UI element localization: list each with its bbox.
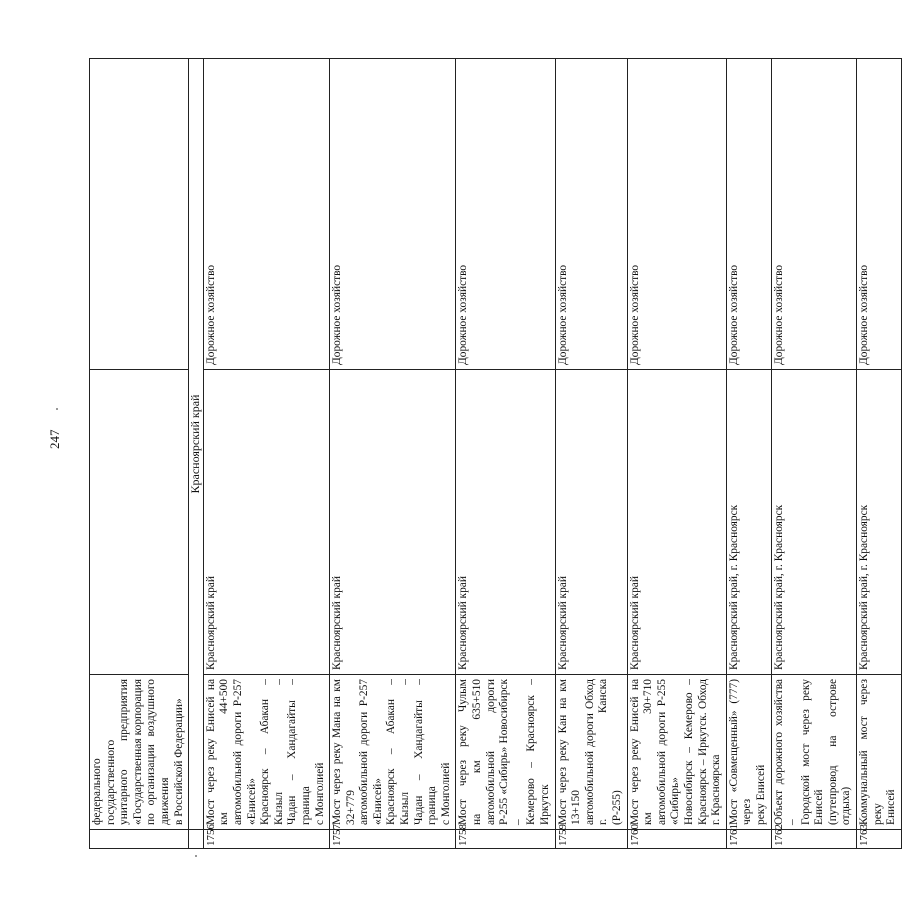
continued-line: в Российской Федерации» xyxy=(172,698,185,825)
location-cell: Красноярский край xyxy=(203,370,329,675)
category-cell: Дорожное хозяйство xyxy=(726,59,771,370)
object-name-line: на км 635+510 автомобильной дороги xyxy=(471,679,497,825)
category-cell: Дорожное хозяйство xyxy=(627,59,726,370)
category-cell: Дорожное хозяйство xyxy=(555,59,627,370)
category-cell: Дорожное хозяйство xyxy=(857,59,902,370)
row-number: 1760 xyxy=(627,830,726,849)
object-name-line: Мост через реку Кан на км 13+150 xyxy=(556,679,583,825)
location-cell: Красноярский край xyxy=(627,370,726,675)
location-cell: Красноярский край, г. Красноярск xyxy=(726,370,771,675)
location-cell: Красноярский край xyxy=(456,370,555,675)
scan-speck xyxy=(56,408,58,410)
continued-line: по организации воздушного движения xyxy=(145,679,171,825)
table-row xyxy=(771,59,857,849)
row-number: 1759 xyxy=(555,830,627,849)
row-number: 1763 xyxy=(857,830,902,849)
row-number: 1756 xyxy=(203,830,329,849)
table-row xyxy=(456,59,555,849)
object-name-line: Енисей xyxy=(885,789,898,825)
row-number: 1758 xyxy=(456,830,555,849)
object-name-line: с Монголией xyxy=(313,762,326,825)
section-title-cell xyxy=(189,59,204,830)
category-cell: Дорожное хозяйство xyxy=(330,59,456,370)
section-header-row xyxy=(189,59,204,849)
object-name-line: Красноярск – Абакан – Кызыл – xyxy=(385,679,412,825)
object-name-line: Красноярск – Абакан – Кызыл – xyxy=(259,679,285,825)
table-row xyxy=(857,59,902,849)
table-row xyxy=(330,59,456,849)
object-name-cell xyxy=(857,675,902,830)
table-row xyxy=(555,59,627,849)
location-cell: Красноярский край xyxy=(330,370,456,675)
continued-line: унитарного предприятия xyxy=(118,679,131,825)
object-name-line: с Монголией xyxy=(439,762,452,825)
object-name-line: Красноярск – Иркутск. Обход xyxy=(696,679,709,825)
object-name-cell xyxy=(771,675,857,830)
object-name-line: Чадан – Хандагайты – граница xyxy=(412,679,439,825)
object-name-line: Мост через реку Мана на км 32+779 xyxy=(331,679,357,825)
object-name-cell xyxy=(555,675,627,830)
object-name-line: автомобильной дороги Р-257 «Енисей» xyxy=(358,679,384,825)
scan-speck xyxy=(195,855,197,857)
continued-num-cell xyxy=(90,830,189,849)
continued-row xyxy=(90,59,189,849)
row-number: 1762 xyxy=(771,830,857,849)
object-name-line: Мост через реку Чулым xyxy=(457,679,470,825)
rotated-document-page xyxy=(47,59,898,849)
continued-line: федерального государственного xyxy=(91,739,117,825)
section-title: Красноярский край xyxy=(188,394,203,494)
page-number: 247 xyxy=(47,429,62,449)
register-table xyxy=(89,58,902,849)
category-cell: Дорожное хозяйство xyxy=(456,59,555,370)
object-name-line: автомобильной дороги Р-255 «Сибирь» xyxy=(655,679,682,825)
object-name-line: Чадан – Хандагайты – граница xyxy=(286,679,312,825)
continued-category-cell xyxy=(90,59,189,370)
object-name-line: Объект дорожного хозяйства – xyxy=(772,679,799,825)
object-name-line: Мост через реку Енисей на км 44+500 xyxy=(204,679,231,825)
continued-location-cell xyxy=(90,370,189,675)
object-name-line: г. Красноярска xyxy=(710,754,723,825)
row-number: 1757 xyxy=(330,830,456,849)
object-name-line: Мост через реку Енисей на км 30+710 xyxy=(628,679,655,825)
object-name-line: Городской мост через реку Енисей xyxy=(799,679,826,825)
table-row xyxy=(203,59,329,849)
row-number: 1761 xyxy=(726,830,771,849)
object-name-line: автомобильной дороги Р-257 «Енисей» xyxy=(231,679,258,825)
object-name-cell xyxy=(726,675,771,830)
object-name-line: Р-255 «Сибирь» Новосибирск – xyxy=(498,679,524,825)
continued-name-cell xyxy=(90,675,189,830)
object-name-line: (путепровод на острове отдыха) xyxy=(826,679,853,825)
location-cell: Красноярский край xyxy=(555,370,627,675)
location-cell: Красноярский край, г. Красноярск xyxy=(771,370,857,675)
object-name-cell xyxy=(627,675,726,830)
object-name-line: Новосибирск – Кемерово – xyxy=(682,679,695,825)
continued-line: «Государственная корпорация xyxy=(131,679,144,825)
category-cell: Дорожное хозяйство xyxy=(203,59,329,370)
object-name-line: (Р-255) xyxy=(610,790,623,825)
section-num-cell xyxy=(189,830,204,849)
object-name-line: реку Енисей xyxy=(754,764,767,825)
table-row xyxy=(726,59,771,849)
object-name-line: Мост «Совмещенный» (777) через xyxy=(727,679,754,825)
location-cell: Красноярский край, г. Красноярск xyxy=(857,370,902,675)
table-row xyxy=(627,59,726,849)
object-name-cell xyxy=(330,675,456,830)
category-cell: Дорожное хозяйство xyxy=(771,59,857,370)
object-name-line: Коммунальный мост через реку xyxy=(858,679,884,825)
object-name-line: автомобильной дороги Обход г. Канска xyxy=(583,679,610,825)
object-name-cell xyxy=(203,675,329,830)
object-name-cell xyxy=(456,675,555,830)
object-name-line: Кемерово – Красноярск – Иркутск xyxy=(525,679,551,825)
